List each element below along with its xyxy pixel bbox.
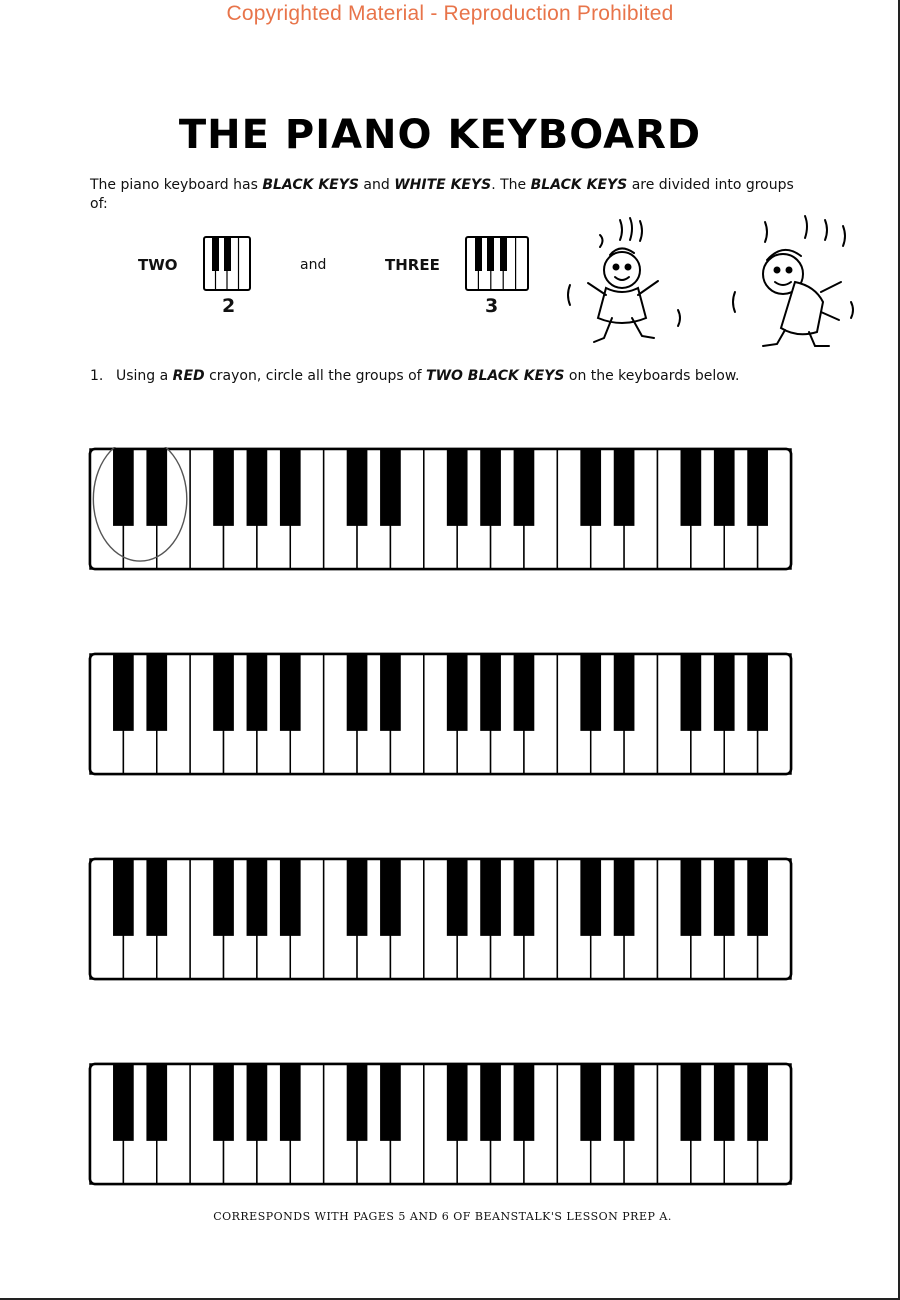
piano-keyboard-3-svg[interactable]	[88, 857, 793, 981]
black-key[interactable]	[113, 859, 134, 936]
black-key[interactable]	[447, 859, 468, 936]
black-key[interactable]	[580, 1064, 601, 1141]
piano-keyboard-2[interactable]	[88, 652, 793, 776]
black-key[interactable]	[480, 1064, 501, 1141]
instruction-bold-two-black-keys: TWO BLACK KEYS	[426, 368, 565, 384]
black-key[interactable]	[247, 654, 268, 731]
dancing-kid-right-illustration	[725, 212, 860, 357]
black-key[interactable]	[580, 449, 601, 526]
intro-bold-white-keys: WHITE KEYS	[394, 177, 492, 193]
black-key[interactable]	[347, 654, 368, 731]
black-key[interactable]	[514, 859, 535, 936]
group-three-number: 3	[485, 295, 499, 317]
intro-bold-black-keys: BLACK KEYS	[262, 177, 359, 193]
group-two-label: TWO	[138, 256, 178, 274]
black-key[interactable]	[280, 1064, 301, 1141]
mini-keyboard-two-icon	[203, 236, 251, 291]
black-key[interactable]	[247, 859, 268, 936]
instruction-text-3: on the keyboards below.	[564, 368, 740, 384]
black-key[interactable]	[247, 449, 268, 526]
black-key[interactable]	[747, 1064, 768, 1141]
black-key[interactable]	[714, 1064, 735, 1141]
piano-keyboard-1-svg[interactable]	[88, 447, 793, 571]
black-key[interactable]	[213, 654, 234, 731]
black-key[interactable]	[113, 1064, 134, 1141]
intro-text-3: . The	[491, 177, 531, 193]
instruction-text-1: Using a	[116, 368, 173, 384]
black-key[interactable]	[380, 1064, 401, 1141]
intro-text-4: are divided into groups of:	[90, 177, 794, 212]
piano-keyboard-4[interactable]	[88, 1062, 793, 1186]
black-key[interactable]	[280, 449, 301, 526]
black-key[interactable]	[347, 1064, 368, 1141]
black-key[interactable]	[113, 654, 134, 731]
black-key[interactable]	[213, 859, 234, 936]
black-key[interactable]	[681, 859, 702, 936]
black-key[interactable]	[380, 449, 401, 526]
black-key[interactable]	[747, 449, 768, 526]
mini-keyboard-three-icon	[465, 236, 529, 291]
black-key[interactable]	[681, 449, 702, 526]
black-key[interactable]	[480, 449, 501, 526]
intro-text	[90, 176, 810, 214]
black-key[interactable]	[714, 654, 735, 731]
black-key[interactable]	[747, 859, 768, 936]
black-key[interactable]	[213, 1064, 234, 1141]
black-key[interactable]	[614, 654, 635, 731]
piano-keyboard-3[interactable]	[88, 857, 793, 981]
black-key[interactable]	[280, 859, 301, 936]
black-key[interactable]	[714, 859, 735, 936]
dancing-kid-left-illustration	[560, 215, 700, 355]
piano-keyboard-1[interactable]	[88, 447, 793, 571]
black-key[interactable]	[146, 859, 167, 936]
black-key[interactable]	[380, 859, 401, 936]
black-key[interactable]	[681, 654, 702, 731]
black-key[interactable]	[614, 1064, 635, 1141]
black-key[interactable]	[447, 449, 468, 526]
black-key[interactable]	[447, 654, 468, 731]
black-key[interactable]	[614, 449, 635, 526]
black-key[interactable]	[447, 1064, 468, 1141]
black-key[interactable]	[113, 449, 134, 526]
black-key[interactable]	[347, 859, 368, 936]
black-key[interactable]	[514, 654, 535, 731]
black-key[interactable]	[714, 449, 735, 526]
group-two-number: 2	[222, 295, 236, 317]
group-three-label: THREE	[385, 256, 440, 274]
piano-keyboard-2-svg[interactable]	[88, 652, 793, 776]
black-key[interactable]	[580, 654, 601, 731]
intro-bold-black-keys-2: BLACK KEYS	[530, 177, 628, 193]
intro-text-1: The piano keyboard has	[90, 177, 263, 193]
instruction-number: 1.	[90, 368, 104, 384]
black-key[interactable]	[480, 859, 501, 936]
copyright-banner: Copyrighted Material - Reproduction Prohibited	[226, 2, 674, 25]
black-key[interactable]	[380, 654, 401, 731]
and-label: and	[300, 257, 327, 273]
black-key[interactable]	[480, 654, 501, 731]
black-key[interactable]	[614, 859, 635, 936]
black-key[interactable]	[247, 1064, 268, 1141]
footer-note: CORRESPONDS WITH PAGES 5 AND 6 OF BEANSTALK'S LESSON PREP A.	[213, 1210, 672, 1223]
black-key[interactable]	[146, 1064, 167, 1141]
black-key[interactable]	[514, 1064, 535, 1141]
black-key[interactable]	[747, 654, 768, 731]
instruction-text	[116, 366, 796, 386]
instruction-bold-red: RED	[172, 368, 205, 384]
piano-keyboard-4-svg[interactable]	[88, 1062, 793, 1186]
black-key[interactable]	[146, 449, 167, 526]
black-key[interactable]	[580, 859, 601, 936]
black-key[interactable]	[347, 449, 368, 526]
black-key[interactable]	[280, 654, 301, 731]
black-key[interactable]	[146, 654, 167, 731]
instruction-text-2: crayon, circle all the groups of	[204, 368, 427, 384]
intro-text-2: and	[358, 177, 395, 193]
page-title: THE PIANO KEYBOARD	[178, 112, 702, 158]
black-key[interactable]	[514, 449, 535, 526]
black-key[interactable]	[213, 449, 234, 526]
black-key[interactable]	[681, 1064, 702, 1141]
